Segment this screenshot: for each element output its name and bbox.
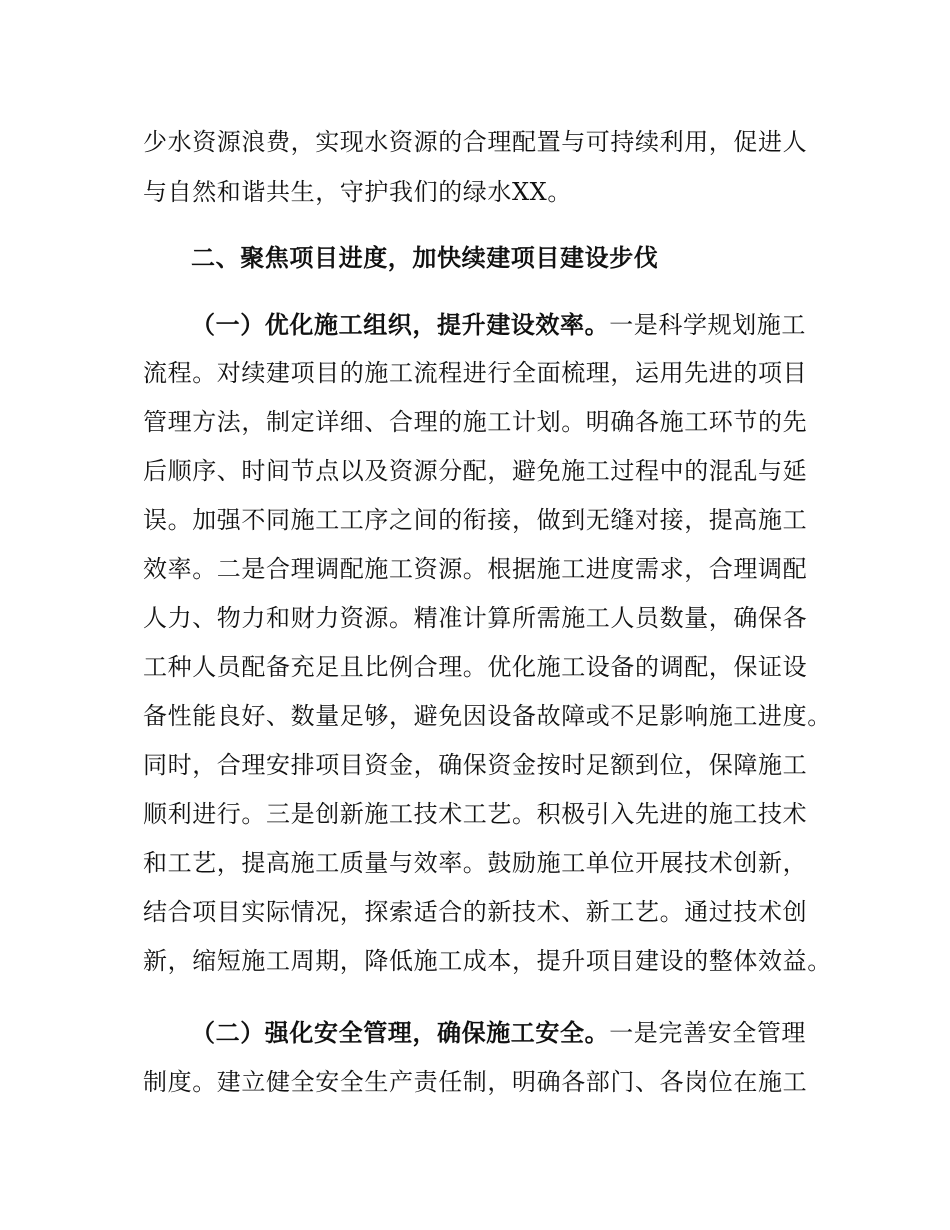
- text-line: 人力、物力和财力资源。精准计算所需施工人员数量，确保各: [143, 604, 808, 632]
- text-line: 误。加强不同施工工序之间的衔接，做到无缝对接，提高施工: [143, 506, 808, 534]
- text-line: 结合项目实际情况，探索适合的新技术、新工艺。通过技术创: [143, 898, 808, 926]
- subsection-title: （二）强化安全管理，确保施工安全。: [191, 1019, 610, 1047]
- text-line: 制度。建立健全安全生产责任制，明确各部门、各岗位在施工: [143, 1068, 808, 1096]
- text-line: 备性能良好、数量足够，避免因设备故障或不足影响施工进度。: [143, 702, 832, 730]
- text-line: 工种人员配备充足且比例合理。优化施工设备的调配，保证设: [143, 653, 808, 681]
- text-line: 新，缩短施工周期，降低施工成本，提升项目建设的整体效益。: [143, 947, 832, 975]
- subsection-text: 一是科学规划施工: [609, 311, 807, 339]
- subsection-text: 一是完善安全管理: [609, 1019, 807, 1047]
- subsection-title: （一）优化施工组织，提升建设效率。: [191, 311, 610, 339]
- subsection-first-line: [191, 1018, 806, 1048]
- text-line: 与自然和谐共生，守护我们的绿水XX。: [143, 178, 572, 206]
- text-line: 流程。对续建项目的施工流程进行全面梳理，运用先进的项目: [143, 359, 808, 387]
- text-line: 顺利进行。三是创新施工技术工艺。积极引入先进的施工技术: [143, 800, 808, 828]
- text-line: 少水资源浪费，实现水资源的合理配置与可持续利用，促进人: [143, 128, 808, 156]
- text-line: 和工艺，提高施工质量与效率。鼓励施工单位开展技术创新，: [143, 849, 808, 877]
- section-heading: 二、聚焦项目进度，加快续建项目建设步伐: [191, 244, 659, 272]
- subsection-first-line: [191, 310, 806, 340]
- text-line: 同时，合理安排项目资金，确保资金按时足额到位，保障施工: [143, 751, 808, 779]
- text-line: 后顺序、时间节点以及资源分配，避免施工过程中的混乱与延: [143, 457, 808, 485]
- text-line: 效率。二是合理调配施工资源。根据施工进度需求，合理调配: [143, 555, 808, 583]
- text-line: 管理方法，制定详细、合理的施工计划。明确各施工环节的先: [143, 408, 808, 436]
